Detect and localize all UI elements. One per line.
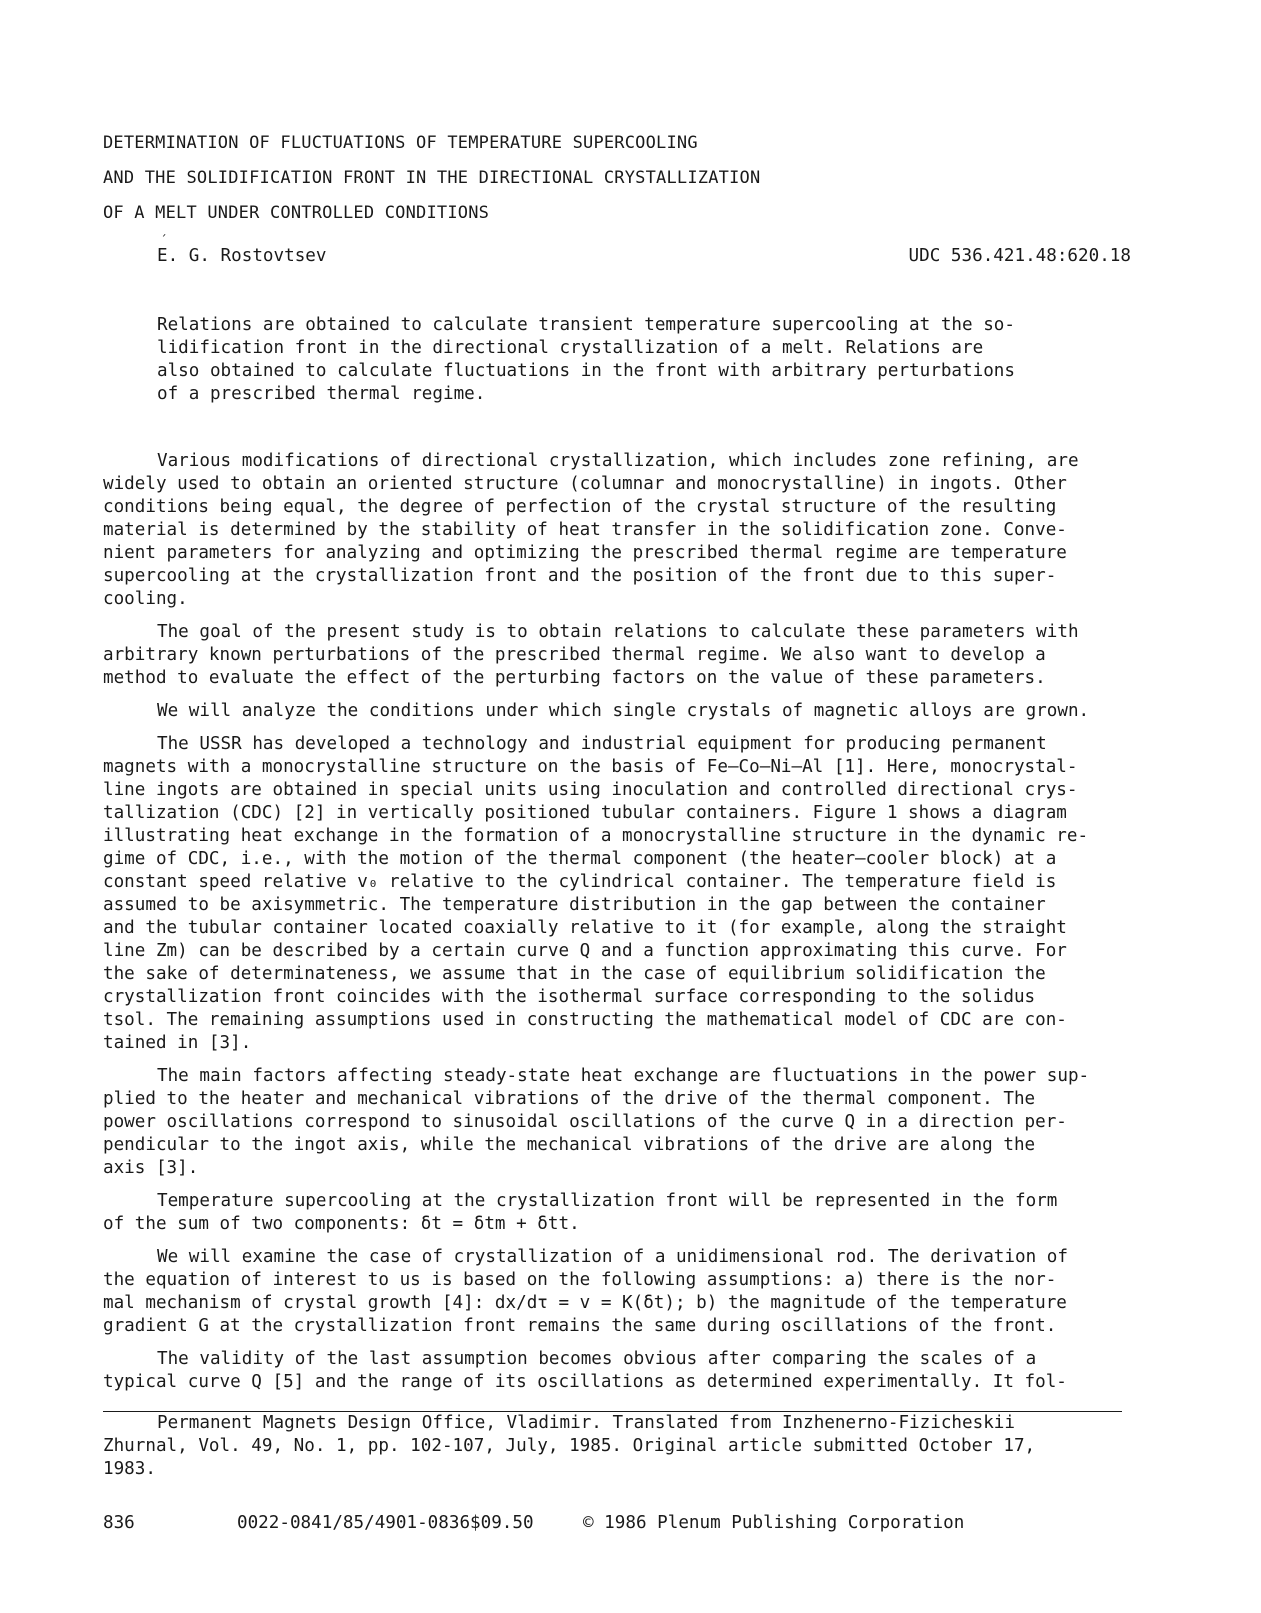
udc-code: UDC 536.421.48:620.18 (908, 246, 1131, 266)
body-line: We will analyze the conditions under which single crystals of magnetic alloys are grown. (157, 701, 1090, 721)
copyright-notice: © 1986 Plenum Publishing Corporation (583, 1513, 965, 1533)
body-line: supercooling at the crystallization front and the position of the front due to this super- (103, 566, 1057, 586)
body-line: Temperature supercooling at the crystallization front will be represented in the form (157, 1191, 1058, 1211)
body-line: constant speed relative v₀ relative to the cylindrical container. The temperature field is (103, 872, 1057, 892)
body-line: line ingots are obtained in special units using inoculation and controlled directional crys- (103, 780, 1078, 800)
body-line: cooling. (103, 589, 188, 609)
body-line: line Zm) can be described by a certain curve Q and a function approximating this curve. For (103, 941, 1067, 961)
body-line: material is determined by the stability of heat transfer in the solidification zone. Conve- (103, 520, 1067, 540)
body-paragraph (103, 621, 1143, 690)
title-line: AND THE SOLIDIFICATION FRONT IN THE DIRECTIONAL CRYSTALLIZATION (103, 168, 761, 188)
body-paragraph (103, 700, 1143, 723)
body-paragraph (103, 450, 1143, 611)
body-line: gime of CDC, i.e., with the motion of the thermal component (the heater–cooler block) at a (103, 849, 1057, 869)
footnote (103, 1412, 1143, 1481)
body-line: mal mechanism of crystal growth [4]: dx/dτ = v = K(δt); b) the magnitude of the temperature (103, 1293, 1067, 1313)
body-line: widely used to obtain an oriented structure (columnar and monocrystalline) in ingots. Other (103, 474, 1067, 494)
abstract (157, 314, 1077, 406)
body-paragraph (103, 1065, 1143, 1180)
body-line: The goal of the present study is to obtain relations to calculate these parameters with (157, 622, 1079, 642)
body-line: crystallization front coincides with the isothermal surface corresponding to the solidus (103, 987, 1036, 1007)
article-title (103, 132, 1143, 237)
body-paragraph (103, 1190, 1143, 1236)
body-line: method to evaluate the effect of the perturbing factors on the value of these parameters. (103, 668, 1046, 688)
author-accent: ´ (160, 233, 168, 247)
body-line: the sake of determinateness, we assume that in the case of equilibrium solidification the (103, 964, 1046, 984)
author-name: E. G. Rostovtsev (157, 246, 327, 266)
body-line: The USSR has developed a technology and industrial equipment for producing permanent (157, 734, 1047, 754)
article-body (103, 450, 1143, 1404)
body-line: power oscillations correspond to sinusoidal oscillations of the curve Q in a direction per- (103, 1112, 1067, 1132)
footnote-line: Permanent Magnets Design Office, Vladimir. Translated from Inzhenerno-Fizicheskii (157, 1413, 1015, 1433)
body-paragraph (103, 1246, 1143, 1338)
body-line: illustrating heat exchange in the formation of a monocrystalline structure in the dynamic re- (103, 826, 1089, 846)
body-line: The validity of the last assumption becomes obvious after comparing the scales of a (157, 1349, 1037, 1369)
body-line: conditions being equal, the degree of perfection of the crystal structure of the resulting (103, 497, 1057, 517)
body-line: tained in [3]. (103, 1033, 252, 1053)
body-line: tallization (CDC) [2] in vertically positioned tubular containers. Figure 1 shows a diagram (103, 803, 1067, 823)
title-line: OF A MELT UNDER CONTROLLED CONDITIONS (103, 203, 490, 223)
body-line: and the tubular container located coaxially relative to it (for example, along the straight (103, 918, 1067, 938)
body-line: The main factors affecting steady-state heat exchange are fluctuations in the power sup- (157, 1066, 1090, 1086)
body-line: We will examine the case of crystallization of a unidimensional rod. The derivation of (157, 1247, 1068, 1267)
page-number: 836 (103, 1513, 135, 1533)
body-line: the equation of interest to us is based on the following assumptions: a) there is the nor- (103, 1270, 1057, 1290)
body-paragraph (103, 1348, 1143, 1394)
body-line: nient parameters for analyzing and optimizing the prescribed thermal regime are temperature (103, 543, 1067, 563)
body-line: Various modifications of directional crystallization, which includes zone refining, are (157, 451, 1079, 471)
body-paragraph (103, 733, 1143, 1055)
abstract-line: lidification front in the directional crystallization of a melt. Relations are (157, 338, 984, 358)
body-line: gradient G at the crystallization front remains the same during oscillations of the front. (103, 1316, 1057, 1336)
abstract-line: also obtained to calculate fluctuations in the front with arbitrary perturbations (157, 361, 1015, 381)
abstract-line: Relations are obtained to calculate transient temperature supercooling at the so- (157, 315, 1015, 335)
body-line: plied to the heater and mechanical vibrations of the drive of the thermal component. The (103, 1089, 1036, 1109)
body-line: of the sum of two components: δt = δtm + δtt. (103, 1214, 580, 1234)
body-line: magnets with a monocrystalline structure on the basis of Fe–Co–Ni–Al [1]. Here, monocrystal- (103, 757, 1078, 777)
body-line: pendicular to the ingot axis, while the mechanical vibrations of the drive are along the (103, 1135, 1036, 1155)
body-line: arbitrary known perturbations of the prescribed thermal regime. We also want to develop a (103, 645, 1046, 665)
page-footer (0, 1513, 1261, 1537)
body-line: tsol. The remaining assumptions used in constructing the mathematical model of CDC are con- (103, 1010, 1067, 1030)
footnote-line: 1983. (103, 1459, 156, 1479)
body-line: assumed to be axisymmetric. The temperature distribution in the gap between the container (103, 895, 1046, 915)
abstract-line: of a prescribed thermal regime. (157, 384, 486, 404)
body-line: typical curve Q [5] and the range of its oscillations as determined experimentally. It fol- (103, 1372, 1067, 1392)
footnote-line: Zhurnal, Vol. 49, No. 1, pp. 102-107, July, 1985. Original article submitted October 17, (103, 1436, 1036, 1456)
title-line: DETERMINATION OF FLUCTUATIONS OF TEMPERATURE SUPERCOOLING (103, 133, 698, 153)
body-line: axis [3]. (103, 1158, 199, 1178)
article-code: 0022-0841/85/4901-0836$09.50 (237, 1513, 534, 1533)
